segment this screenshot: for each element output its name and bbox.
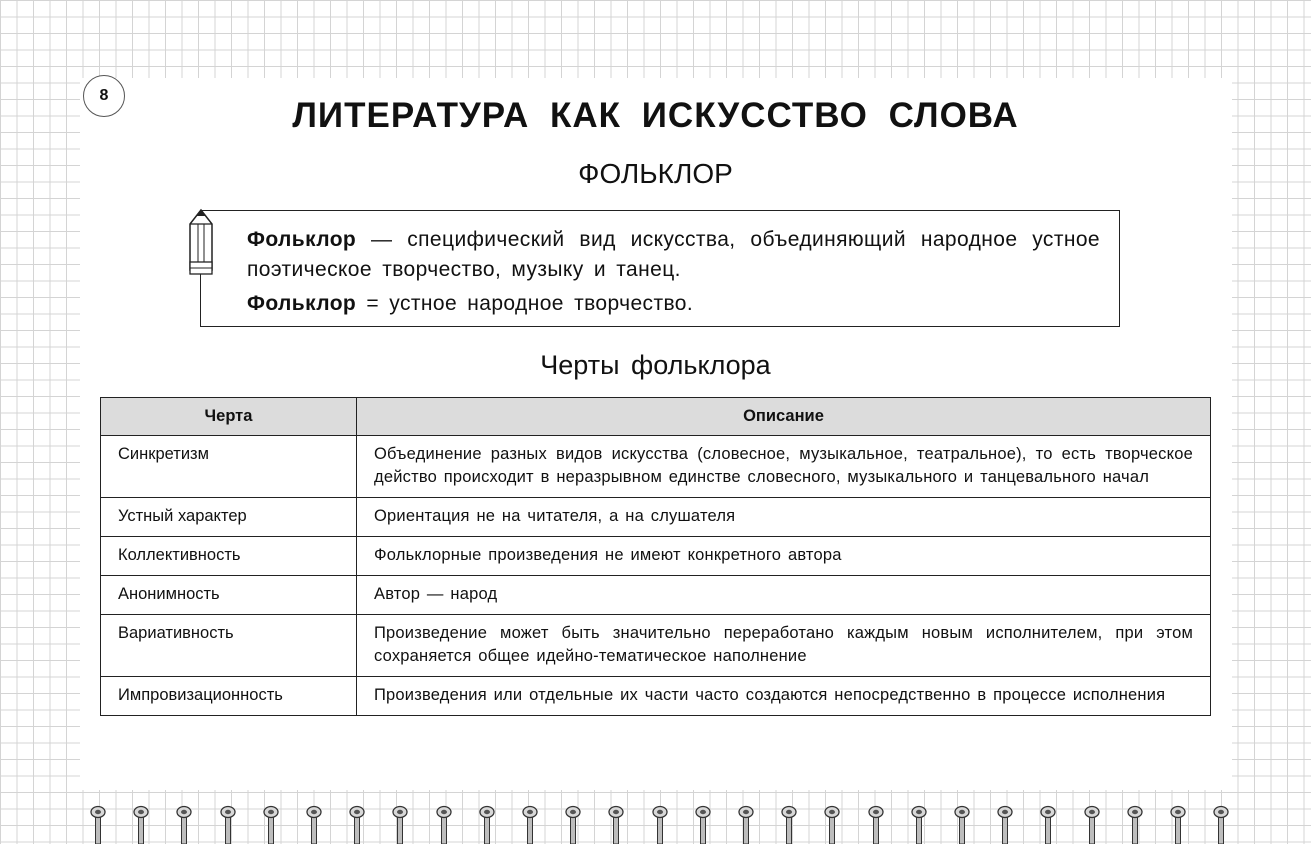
table-row (101, 615, 1211, 677)
spiral-binding-ring (737, 804, 755, 844)
table-header-row (101, 398, 1211, 436)
trait-cell: Импровизационность (101, 677, 357, 716)
spiral-binding-ring (262, 804, 280, 844)
spiral-binding-ring (1169, 804, 1187, 844)
table-row (101, 498, 1211, 537)
spiral-binding-ring (1212, 804, 1230, 844)
description-cell: Фольклорные произведения не имеют конкретного автора (357, 537, 1211, 576)
spiral-binding-ring (953, 804, 971, 844)
spiral-binding-ring (219, 804, 237, 844)
spiral-binding-ring (391, 804, 409, 844)
spiral-binding-ring (780, 804, 798, 844)
spiral-binding-ring (1039, 804, 1057, 844)
page-title: ЛИТЕРАТУРА КАК ИСКУССТВО СЛОВА (292, 96, 1019, 135)
spiral-binding-ring (521, 804, 539, 844)
table-row (101, 537, 1211, 576)
definition-line-1 (247, 225, 1100, 285)
description-cell: Автор — народ (357, 576, 1211, 615)
spiral-binding-ring (867, 804, 885, 844)
page-subtitle: ФОЛЬКЛОР (578, 158, 733, 189)
definition-term: Фольклор (247, 228, 357, 251)
spiral-binding-ring (564, 804, 582, 844)
definition-line-2 (247, 289, 1100, 319)
definition-text: — специфический вид искусства, объединяющий народное устное поэтическое творчество, музыку и танец. (247, 228, 1100, 281)
definition-term: Фольклор (247, 292, 357, 315)
table-row (101, 576, 1211, 615)
spiral-binding-ring (694, 804, 712, 844)
spiral-binding-ring (1126, 804, 1144, 844)
column-header-description: Описание (357, 398, 1211, 436)
description-cell: Объединение разных видов искусства (словесное, музыкальное, театральное), то есть творческое действо происходит в неразрывном единстве словесного, музыкального и танцевального начал (357, 436, 1211, 498)
spiral-binding-ring (607, 804, 625, 844)
traits-table (100, 397, 1211, 716)
spiral-binding-ring (305, 804, 323, 844)
spiral-binding-ring (651, 804, 669, 844)
trait-cell: Вариативность (101, 615, 357, 677)
spiral-binding-ring (132, 804, 150, 844)
spiral-binding-ring (478, 804, 496, 844)
column-header-trait: Черта (101, 398, 357, 436)
spiral-binding-ring (1083, 804, 1101, 844)
spiral-binding-ring (996, 804, 1014, 844)
spiral-binding-ring (823, 804, 841, 844)
description-cell: Произведения или отдельные их части часто создаются непосредственно в процессе исполнения (357, 677, 1211, 716)
spiral-binding-ring (175, 804, 193, 844)
trait-cell: Синкретизм (101, 436, 357, 498)
definition-text: = устное народное творчество. (356, 292, 694, 315)
table-row (101, 677, 1211, 716)
spiral-binding-ring (910, 804, 928, 844)
spiral-binding (0, 800, 1311, 844)
description-cell: Ориентация не на читателя, а на слушателя (357, 498, 1211, 537)
trait-cell: Анонимность (101, 576, 357, 615)
description-cell: Произведение может быть значительно переработано каждым новым исполнителем, при этом сохраняется общее идейно-тематическое наполнение (357, 615, 1211, 677)
spiral-binding-ring (89, 804, 107, 844)
section-title: Черты фольклора (540, 350, 771, 380)
table-row (101, 436, 1211, 498)
page-number: 8 (83, 75, 125, 117)
pencil-icon (186, 208, 216, 280)
spiral-binding-ring (435, 804, 453, 844)
spiral-binding-ring (348, 804, 366, 844)
trait-cell: Коллективность (101, 537, 357, 576)
trait-cell: Устный характер (101, 498, 357, 537)
